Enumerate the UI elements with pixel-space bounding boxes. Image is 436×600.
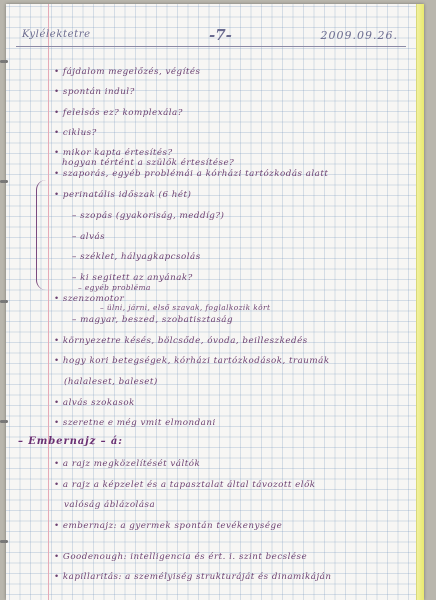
note-line: • környezetre késés, bölcsőde, óvoda, beilleszkedés <box>54 336 308 346</box>
header-title: Kylélektetre <box>22 29 91 40</box>
note-line: – szopás (gyakoriság, meddíg?) <box>72 211 225 221</box>
margin-line <box>48 4 49 600</box>
header-rule <box>16 46 406 47</box>
note-line: • szenzomotor <box>54 294 125 304</box>
note-line: valóság áblázolása <box>64 500 156 510</box>
binding-ring <box>0 60 8 63</box>
note-line: – magyar, beszed, szobatisztaság <box>72 315 234 325</box>
note-line: • kapillaritás: a személyiség strukturáját és dinamikáján <box>54 572 332 582</box>
note-line: • felelsős ez? komplexála? <box>54 108 183 118</box>
note-line: • perinatális időszak (6 hét) <box>54 190 192 200</box>
page-number: -7- <box>209 26 232 44</box>
note-line: – alvás <box>72 232 106 242</box>
note-line: • szeretne e még vmit elmondani <box>54 418 216 428</box>
note-line: • mikor kapta értesítés? <box>54 148 173 158</box>
note-line: • ciklus? <box>54 128 97 138</box>
note-line: • a rajz a képzelet és a tapasztalat által távozott elők <box>54 480 316 490</box>
binding-ring <box>0 180 8 183</box>
notebook-spine <box>416 4 424 600</box>
bracket-mark <box>36 180 51 290</box>
note-line: – egyéb probléma <box>78 283 151 292</box>
section-heading: – Embernajz – á: <box>18 436 123 447</box>
note-line: hogyan tértént a szülők értesítése? <box>62 158 235 168</box>
binding-ring <box>0 300 8 303</box>
binding-ring <box>0 540 8 543</box>
binding-ring <box>0 420 8 423</box>
note-line: – ki segitett az anyának? <box>72 273 193 283</box>
note-line: • szaporás, egyéb problémái a kórházi tartózkodás alatt <box>54 169 329 179</box>
page-header <box>16 26 406 50</box>
notebook-page <box>6 4 424 600</box>
note-line: – ülni, járni, első szavak, foglalkozik kört <box>100 303 271 312</box>
note-line: • Goodenough: intelligencia és ért. i. szint becslése <box>54 552 308 562</box>
note-line: (halaleset, baleset) <box>64 377 158 387</box>
note-line: – széklet, hályagkapcsolás <box>72 252 201 262</box>
note-line: • a rajz megközelítését váltók <box>54 459 201 469</box>
note-line: • hogy kori betegségek, kórházi tartózkodások, traumák <box>54 356 330 366</box>
note-line: • alvás szokasok <box>54 398 135 408</box>
note-line: • embernajz: a gyermek spontán tevékenysége <box>54 521 283 531</box>
note-line: • spontán indul? <box>54 87 135 97</box>
note-line: • fájdalom megelőzés, végítés <box>54 67 201 77</box>
header-date: 2009.09.26. <box>320 29 398 42</box>
